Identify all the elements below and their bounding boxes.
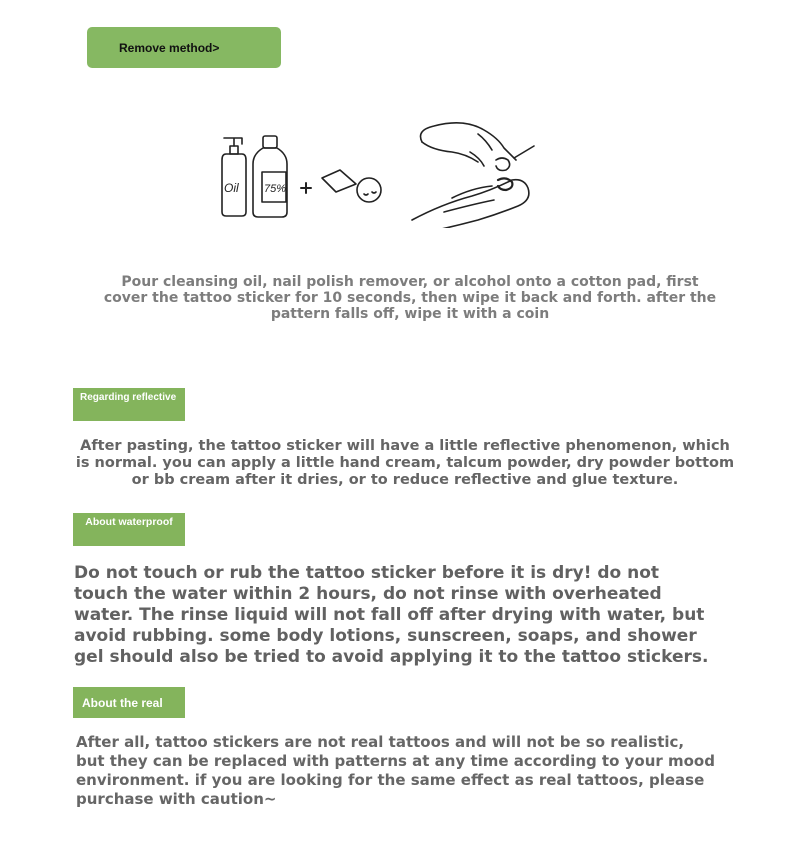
oil-label: Oil	[224, 181, 239, 195]
alcohol-bottle-icon	[253, 136, 287, 217]
waterproof-tag	[73, 513, 185, 546]
real-text: After all, tattoo stickers are not real tattoos and will not be so realistic, but they can be replaced with patterns at any time according to your mood environment. if you are looking for the same effect as real tattoos, please purchase with caution~	[76, 733, 715, 808]
oil-bottle-icon	[222, 138, 246, 216]
reflective-label: Regarding reflective	[80, 392, 177, 403]
hands-wiping-icon	[412, 123, 534, 228]
remove-method-tag	[87, 27, 281, 68]
reflective-tag	[73, 388, 185, 421]
cotton-pad-icon	[322, 170, 381, 202]
plus-icon	[301, 183, 311, 193]
waterproof-label: About waterproof	[85, 516, 173, 528]
remove-method-label: Remove method>	[119, 40, 220, 55]
alcohol-label: 75%	[264, 183, 287, 195]
removal-illustration	[212, 112, 548, 228]
real-label: About the real	[82, 695, 163, 710]
remove-method-text: Pour cleansing oil, nail polish remover, or alcohol onto a cotton pad, first cover the tattoo sticker for 10 seconds, then wipe it back and forth. after the pattern falls off, wipe it with a coin	[103, 274, 717, 322]
real-tag	[73, 687, 185, 718]
waterproof-text: Do not touch or rub the tattoo sticker before it is dry! do not touch the water within 2 hours, do not rinse with overheated water. The rinse liquid will not fall off after drying with water, but avoid rubbing. some body lotions, sunscreen, soaps, and shower gel should also be tried to avoid applying it to the tattoo stickers.	[74, 563, 709, 667]
reflective-text: After pasting, the tattoo sticker will have a little reflective phenomenon, which is normal. you can apply a little hand cream, talcum powder, dry powder bottom or bb cream after it dries, or to reduce reflective and glue texture.	[75, 438, 735, 488]
